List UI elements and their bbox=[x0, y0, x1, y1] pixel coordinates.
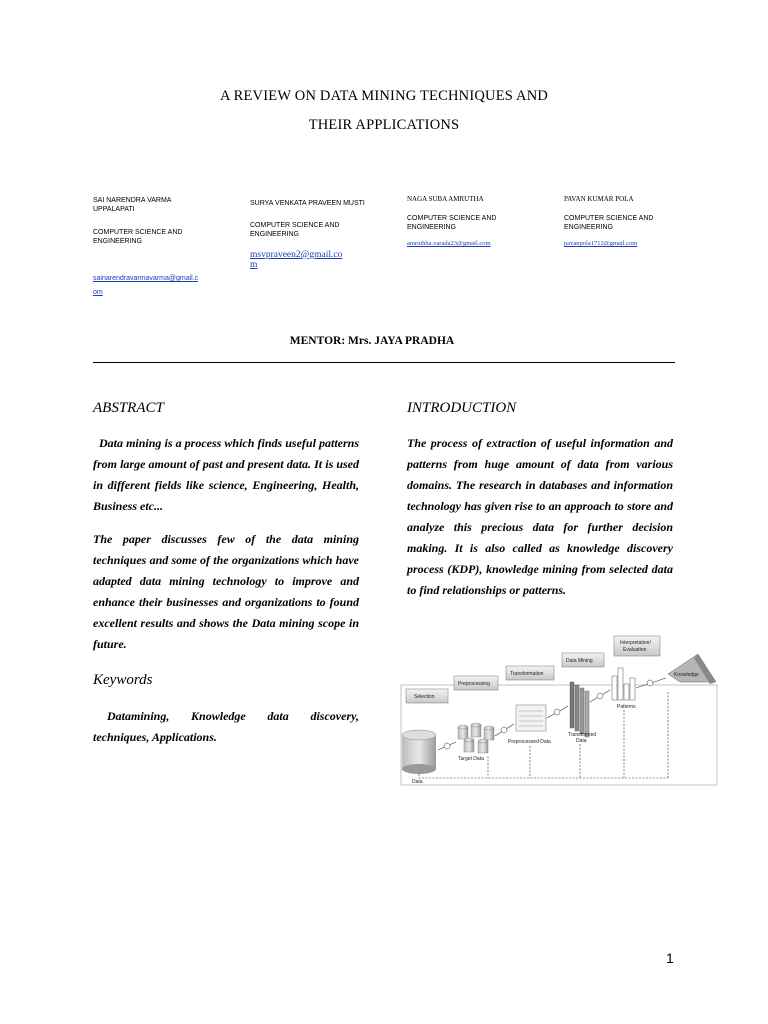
interpretation-label-2: Evaluation bbox=[623, 647, 647, 653]
transformed-data-label-2: Data bbox=[576, 738, 587, 744]
paper-title-line-1: A REVIEW ON DATA MINING TECHNIQUES AND bbox=[219, 88, 549, 104]
author-3-email[interactable]: amruthha.varada23@gmail.com bbox=[407, 240, 491, 247]
knowledge-label: Knowledge bbox=[674, 672, 699, 678]
header-rule bbox=[93, 362, 675, 363]
author-1-dept-line-1: COMPUTER SCIENCE AND bbox=[93, 229, 183, 236]
data-cylinder-icon bbox=[402, 730, 436, 774]
preprocessed-data-icon bbox=[516, 705, 546, 731]
selection-label: Selection bbox=[414, 694, 435, 700]
patterns-label: Patterns bbox=[617, 704, 636, 710]
introduction-paragraph-1: The process of extraction of useful information and patterns from huge amount of data from various domains. The research in databases and information technology has given rise to an approach to store and analyze this precious data for further decision making. It is also called as knowledge discovery process (KDP), knowledge mining from selected data to find relationships or patterns. bbox=[407, 436, 673, 597]
keywords-heading: Keywords bbox=[93, 672, 153, 688]
interpretation-label-1: Interpretation/ bbox=[620, 640, 651, 646]
author-3 bbox=[407, 195, 557, 248]
author-2-dept-line-2: ENGINEERING bbox=[250, 231, 300, 238]
author-2-email-line-1: msvpraveen2@gmail.co bbox=[250, 250, 343, 260]
preprocessed-data-label: Preprocessed Data bbox=[508, 739, 551, 745]
author-1-name-line-1: SAI NARENDRA VARMA bbox=[93, 197, 172, 204]
abstract-paragraph-1: Data mining is a process which finds useful patterns from large amount of past and present data. It is used in different fields like science, Engineering, Health, Business etc... bbox=[93, 436, 359, 513]
keywords-text: Datamining, Knowledge data discovery, techniques, Applications. bbox=[93, 709, 359, 744]
abstract-paragraph-2: The paper discusses few of the data mining techniques and some of the organizations which have adapted data mining technology to improve and enhance their businesses and organizations to found excellent results and shows the Data mining scope in future. bbox=[93, 532, 359, 651]
introduction-heading: INTRODUCTION bbox=[407, 400, 517, 416]
author-1-dept-line-2: ENGINEERING bbox=[93, 238, 143, 245]
author-4-dept-line-2: ENGINEERING bbox=[564, 224, 614, 231]
mentor: MENTOR: Mrs. JAYA PRADHA bbox=[289, 335, 455, 347]
author-2 bbox=[250, 199, 400, 270]
author-1-email-line-2: om bbox=[93, 289, 103, 296]
transformation-label: Transformation bbox=[510, 671, 544, 677]
author-2-name: SURYA VENKATA PRAVEEN MUSTI bbox=[250, 200, 365, 207]
author-3-name: NAGA SUBA AMRUTHA bbox=[407, 195, 484, 203]
figure-frame bbox=[401, 685, 717, 785]
author-4-name: PAVAN KUMAR POLA bbox=[564, 195, 634, 203]
interpretation-box bbox=[614, 636, 660, 656]
page-number: 1 bbox=[666, 950, 674, 966]
knowledge-pyramid-icon bbox=[668, 654, 716, 684]
author-3-dept-line-2: ENGINEERING bbox=[407, 224, 457, 231]
author-1-name-line-2: UPPALAPATI bbox=[93, 206, 135, 213]
abstract-heading: ABSTRACT bbox=[93, 400, 164, 416]
author-2-dept-line-1: COMPUTER SCIENCE AND bbox=[250, 222, 340, 229]
preprocessing-label: Preprocessing bbox=[458, 681, 490, 687]
transformed-data-label-1: Transformed bbox=[568, 732, 597, 738]
data-mining-label: Data Mining bbox=[566, 658, 593, 664]
kdd-process-figure bbox=[398, 632, 720, 790]
author-1-email[interactable] bbox=[93, 272, 243, 300]
author-1 bbox=[93, 196, 243, 300]
author-4 bbox=[564, 195, 714, 248]
target-data-label: Target Data bbox=[458, 756, 484, 762]
author-2-email[interactable] bbox=[250, 250, 400, 270]
author-4-dept-line-1: COMPUTER SCIENCE AND bbox=[564, 215, 654, 222]
author-2-email-line-2: m bbox=[250, 260, 258, 270]
author-1-email-line-1: sainarendravarmavarma@gmail.c bbox=[93, 275, 199, 282]
paper-title-line-2: THEIR APPLICATIONS bbox=[308, 117, 460, 133]
author-4-email[interactable]: pavanpola1712@gmail.com bbox=[564, 240, 638, 247]
data-label: Data bbox=[412, 779, 423, 785]
author-3-dept-line-1: COMPUTER SCIENCE AND bbox=[407, 215, 497, 222]
